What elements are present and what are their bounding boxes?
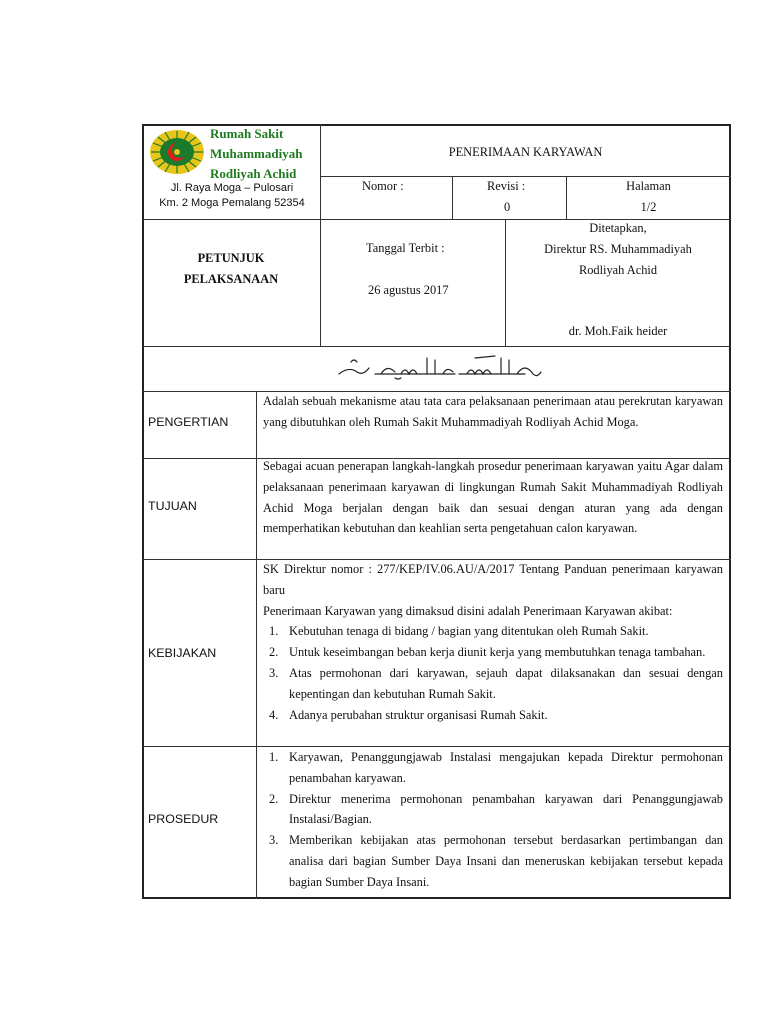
section-label-kebijakan: KEBIJAKAN <box>148 646 217 660</box>
tanggal-terbit-value: 26 agustus 2017 <box>368 283 449 297</box>
rule-meta-bottom <box>142 346 731 347</box>
list-item <box>263 789 723 831</box>
list-number: 1. <box>269 624 279 639</box>
list-item <box>263 830 723 892</box>
list-number: 1. <box>269 750 279 764</box>
direktur-title-line1: Direktur RS. Muhammadiyah <box>544 241 692 256</box>
muhammadiyah-sun-logo-icon <box>149 128 205 176</box>
tanggal-terbit-label: Tanggal Terbit : <box>366 241 445 255</box>
list-number: 3. <box>269 665 279 680</box>
rule-section-label-col <box>256 391 257 899</box>
list-number: 4. <box>269 707 279 722</box>
document-title: PENERIMAAN KARYAWAN <box>448 145 603 159</box>
list-number: 3. <box>269 833 279 848</box>
list-item <box>263 747 723 789</box>
hospital-name-line1: Rumah Sakit <box>210 126 284 141</box>
list-number: 2. <box>269 791 279 806</box>
hospital-address <box>144 181 320 211</box>
basmalah-calligraphy-icon <box>335 352 545 382</box>
basmalah-row <box>335 352 545 382</box>
list-item-text: Atas permohonan dari karyawan, sejauh dapat dilaksanakan dan sesuai dengan kepentingan dan kebutuhan Rumah Sakit. <box>289 665 723 701</box>
list-item-text: Adanya perubahan struktur organisasi Rumah Sakit. <box>289 707 548 722</box>
kebijakan-content <box>263 559 723 725</box>
list-item <box>263 705 723 726</box>
section-label-prosedur: PROSEDUR <box>148 812 219 826</box>
kebijakan-intro-definition: Penerimaan Karyawan yang dimaksud disini adalah Penerimaan Karyawan akibat: <box>263 603 673 618</box>
rule-header-revisi <box>452 176 453 219</box>
document-type-line2: PELAKSANAAN <box>183 271 279 286</box>
prosedur-content <box>263 747 723 893</box>
address-line1: Jl. Raya Moga – Pulosari <box>170 182 294 194</box>
revisi-value: 0 <box>504 200 511 214</box>
list-item-text: Kebutuhan tenaga di bidang / bagian yang ditentukan oleh Rumah Sakit. <box>289 624 649 639</box>
section-label-pengertian: PENGERTIAN <box>148 415 229 429</box>
approval-block <box>505 218 731 280</box>
hospital-logo <box>149 128 205 176</box>
direktur-name: dr. Moh.Faik heider <box>568 324 668 338</box>
list-number: 2. <box>269 645 279 660</box>
document-type-line1: PETUNJUK <box>197 251 265 265</box>
kebijakan-intro-sk: SK Direktur nomor : 277/KEP/IV.06.AU/A/2017 Tentang Panduan penerimaan karyawan baru <box>263 562 723 597</box>
list-item <box>263 642 723 663</box>
ditetapkan-label: Ditetapkan, <box>589 221 647 235</box>
halaman-value: 1/2 <box>640 200 657 214</box>
list-item <box>263 663 723 705</box>
list-item-text: Memberikan kebijakan atas permohonan tersebut berdasarkan pertimbangan dan analisa dari bagian Sumber Daya Insani dan meneruskan kebijakan tersebut kepada bagian Sumber Daya Insani. <box>289 833 723 889</box>
address-line2: Km. 2 Moga Pemalang 52354 <box>159 197 305 209</box>
list-item-text: Untuk keseimbangan beban kerja diunit kerja yang membutuhkan tenaga tambahan. <box>289 645 706 660</box>
list-item <box>263 621 723 642</box>
nomor-label: Nomor : <box>362 179 404 193</box>
halaman-label: Halaman <box>626 179 671 193</box>
prosedur-list <box>263 747 723 893</box>
revisi-label: Revisi : <box>487 179 526 193</box>
kebijakan-list <box>263 621 723 725</box>
hospital-name-line2: Muhammadiyah <box>210 146 303 161</box>
hospital-name-line3: Rodliyah Achid <box>210 166 297 181</box>
direktur-title-line2: Rodliyah Achid <box>578 262 658 277</box>
hospital-name <box>210 124 302 184</box>
document-type <box>142 248 320 290</box>
section-label-tujuan: TUJUAN <box>148 499 197 513</box>
tujuan-text: Sebagai acuan penerapan langkah-langkah prosedur penerimaan karyawan yaitu Agar dalam pelaksanaan penerimaan karyawan di lingkungan Rumah Sakit Muhammadiyah Rodliyah Achid Moga berjalan dengan baik dan sesuai dengan aturan yang ada dengan memperhatikan kebutuhan dan keahlian serta pengetahuan calon karyawan. <box>263 459 723 536</box>
pengertian-text: Adalah sebuah mekanisme atau tata cara pelaksanaan penerimaan atau perekrutan karyawan yang dibutuhkan oleh Rumah Sakit Muhammadiyah Rodliyah Achid Moga. <box>263 394 723 429</box>
list-item-text: Karyawan, Penanggungjawab Instalasi mengajukan kepada Direktur permohonan penambahan karyawan. <box>289 750 723 785</box>
list-item-text: Direktur menerima permohonan penambahan karyawan dari Penanggungjawab Instalasi/Bagian. <box>289 791 723 827</box>
